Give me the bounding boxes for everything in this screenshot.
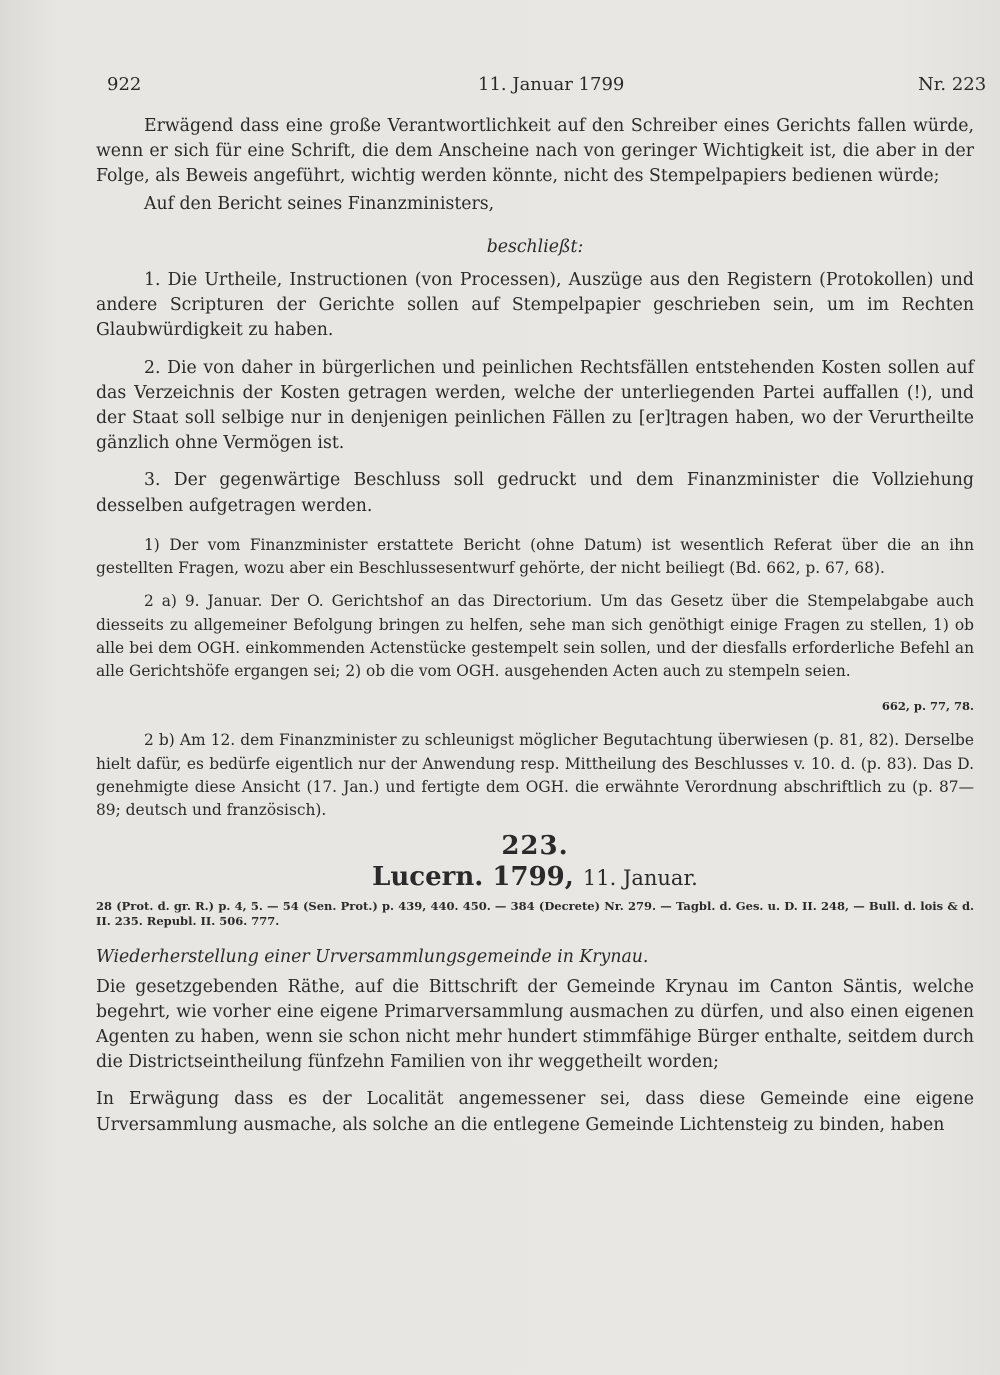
previous-document-body bbox=[96, 114, 974, 519]
article-3: 3. Der gegenwärtige Beschluss soll gedruckt und dem Finanzminister die Vollziehung desselben aufgetragen werden. bbox=[96, 470, 974, 516]
footnote-2a-reference: 662, p. 77, 78. bbox=[881, 698, 974, 713]
report-paragraph: Auf den Bericht seines Finanzministers, bbox=[144, 193, 495, 214]
document-heading bbox=[96, 862, 974, 893]
footnote-2a: 2 a) 9. Januar. Der O. Gerichtshof an das Directorium. Um das Gesetz über die Stempelabgabe auch diesseits zu allgemeiner Befolgung bringen zu helfen, sehe man sich genöthigt einige Fragen zu stellen, 1) ob alle bei dem OGH. einkommenden Actenstücke gestempelt sein sollen, und der diesfalls erforderliche Befehl an alle Gerichtshöfe ergangen sei; 2) ob die vom OGH. ausgehenden Acten auch zu stempeln seien. bbox=[96, 592, 974, 681]
footnotes bbox=[96, 534, 974, 822]
page-number: 922 bbox=[107, 74, 142, 95]
document-year: 1799, bbox=[492, 862, 574, 893]
consideration-paragraph-223: In Erwägung dass es der Localität angemessener sei, dass diese Gemeinde eine eigene Urversammlung ausmache, als solche an die entlegene Gemeinde Lichtensteig zu binden, haben bbox=[96, 1089, 974, 1135]
consideration-paragraph: Erwägend dass eine große Verantwortlichkeit auf den Schreiber eines Gerichts fallen würde, wenn er sich für eine Schrift, die dem Anscheine nach von geringer Wichtigkeit ist, die aber in der Folge, als Beweis angeführt, wichtig werden könnte, nicht des Stempelpapiers bedienen würde; bbox=[96, 116, 974, 187]
document-number-header: Nr. 223 bbox=[918, 74, 987, 95]
article-1: 1. Die Urtheile, Instructionen (von Processen), Auszüge aus den Registern (Protokollen) und andere Scripturen der Gerichte sollen auf Stempelpapier geschrieben sein, um im Rechten Glaubwürdigkeit zu haben. bbox=[96, 270, 974, 341]
footnote-2b: 2 b) Am 12. dem Finanzminister zu schleunigst möglicher Begutachtung überwiesen (p. 81, 82). Derselbe hielt dafür, es bedürfe eigentlich nur der Anwendung resp. Mittheilung des Beschlusses v. 10. d. (p. 83). Das D. genehmigte diese Ansicht (17. Jan.) und fertigte dem OGH. die erwähnte Verordnung abschriftlich zu (p. 87—89; deutsch und französisch). bbox=[96, 731, 974, 820]
document-date: 11. Januar. bbox=[582, 866, 698, 891]
document-place: Lucern. bbox=[372, 862, 484, 893]
header-date: 11. Januar 1799 bbox=[478, 74, 625, 95]
document-223 bbox=[96, 831, 974, 1138]
resolution-heading: beschließt: bbox=[486, 236, 584, 257]
footnote-1: 1) Der vom Finanzminister erstattete Bericht (ohne Datum) ist wesentlich Referat über die an ihn gestellten Fragen, wozu aber ein Beschlussesentwurf gehörte, der nicht beiliegt (Bd. 662, p. 67, 68). bbox=[96, 536, 974, 578]
source-references: 28 (Prot. d. gr. R.) p. 4, 5. — 54 (Sen. Prot.) p. 439, 440. 450. — 384 (Decrete) Nr. 279. — Tagbl. d. Ges. u. D. II. 248, — Bull. d. lois & d. II. 235. Republ. II. 506. 777. bbox=[96, 899, 974, 929]
document-title: Wiederherstellung einer Urversammlungsgemeinde in Krynau. bbox=[96, 947, 649, 968]
article-2: 2. Die von daher in bürgerlichen und peinlichen Rechtsfällen entstehenden Kosten sollen auf das Verzeichnis der Kosten getragen werden, welche der unterliegenden Partei auffallen (!), und der Staat soll selbige nur in denjenigen peinlichen Fällen zu [er]tragen haben, wo der Verurtheilte gänzlich ohne Vermögen ist. bbox=[96, 357, 974, 454]
running-header bbox=[0, 74, 1000, 102]
document-number: 223. bbox=[501, 831, 569, 861]
petition-paragraph: Die gesetzgebenden Räthe, auf die Bittschrift der Gemeinde Krynau im Canton Säntis, welche begehrt, wie vorher eine eigene Primarversammlung ausmachen zu dürfen, und also einen eigenen Agenten zu haben, wenn sie schon nicht mehr hundert stimmfähige Bürger enthalte, seitdem durch die Districtseintheilung fünfzehn Familien von ihr weggetheilt worden; bbox=[96, 976, 974, 1073]
